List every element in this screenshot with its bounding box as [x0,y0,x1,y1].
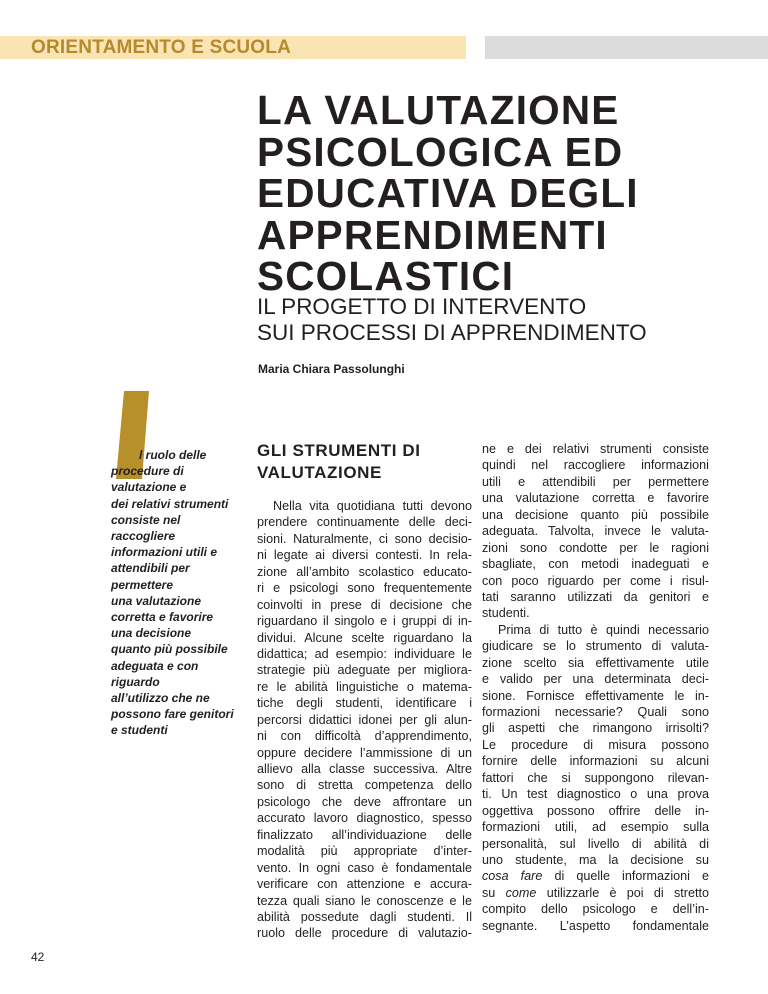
text-line: formazioni necessarie? Quali sono [482,705,709,719]
text-line: strategie più adeguate per migliora- [257,663,472,678]
subtitle-line: IL PROGETTO DI INTERVENTO [257,294,587,319]
text-line: uno studente, ma la decisione su [482,852,709,867]
text-line: oppure decidere l’ammissione di un [257,745,472,760]
section-label: ORIENTAMENTO E SCUOLA [31,37,292,58]
text-line: cosa fare di quelle informazioni e [482,869,709,884]
article-subtitle [257,294,647,346]
pull-quote-line: raccogliere [111,529,176,544]
pull-quote-line: e studenti [111,723,168,738]
text-line: formazioni utili, ad esempio sulla [482,820,709,835]
pull-quote-line: quanto più possibile [111,642,228,657]
text-line: utili e attendibili per permettere [482,474,709,489]
pull-quote-line: attendibili per [111,561,190,576]
text-line: ne e dei relativi strumenti consiste [482,442,709,456]
text-line: riguardano il singolo e i gruppi di in- [257,614,472,629]
text-line: abilità possedute dagli studenti. Il [257,909,472,924]
text-line: ruolo delle procedure di valutazio- [257,926,472,941]
text-line: modalità più appropriate d’inter- [257,844,472,859]
pull-quote-line: possono fare genitori [111,707,234,722]
text-line: giudicare se lo strumento di valuta- [482,639,709,654]
text-line: ni legate ai diversi contesti. In rela- [257,548,472,563]
text-line: personalità, sul livello di abilità di [482,836,709,851]
text-line: vento. In ogni caso è fondamentale [257,860,472,875]
text-line: zione scelto sia effettivamente utile [482,655,709,670]
text-line: su come utilizzarle è poi di stretto [482,885,709,900]
text-line: sioni. Naturalmente, ci sono decisio- [257,531,472,546]
text-line: tezza quali siano le conoscenze e le [257,893,472,908]
pull-quote-line: una valutazione [111,593,202,608]
text-line: tiche degli studenti, identificare i [257,696,472,711]
text-line: sbagliate, con metodi inadeguati e [482,557,709,572]
section-heading-line: VALUTAZIONE [257,463,382,482]
pull-quote-line: valutazione e [111,480,187,495]
text-line: dividui. Alcune scelte riguardano la [257,630,472,645]
text-line: zione all’ambito scolastico educato- [257,564,472,579]
text-line: verificare con attenzione e accura- [257,877,472,892]
pull-quote-line: permettere [111,577,174,592]
pull-quote-line: una decisione [111,626,192,641]
text-line: zioni sono condotte per le ragioni [482,540,709,555]
pull-quote [111,447,241,739]
text-line: accurato lavoro diagnostico, spesso [257,811,472,826]
text-line: compito dello psicologo e dell’in- [482,902,709,917]
subtitle-line: SUI PROCESSI DI APPRENDIMENTO [257,320,647,345]
text-line: percorsi didattici idonei per gli alun- [257,712,472,727]
body-column-1 [257,498,472,942]
section-heading-line: GLI STRUMENTI DI [257,441,421,460]
pull-quote-line: consiste nel [111,512,181,527]
text-line: con poco riguardo per come i risul- [482,573,709,588]
title-line: PSICOLOGICA ED [257,128,624,175]
text-line: ni con difficoltà d’apprendimento, [257,729,472,744]
text-line: gli aspetti che rimangono irrisolti? [482,721,709,736]
text-line: oggettiva possono offrire delle in- [482,803,709,818]
text-line: coinvolti in prese di decisione che [257,597,472,612]
text-line: ri e psicologi sono frequentemente [257,581,472,596]
text-line: adeguata. Talvolta, invece le valuta- [482,524,709,539]
text-line: Nella vita quotidiana tutti devono [273,499,472,513]
title-line: APPRENDIMENTI [257,211,608,258]
text-line: psicologo che deve affrontare un [257,794,472,809]
author: Maria Chiara Passolunghi [258,362,405,376]
text-line: fattori che si suppongono rilevan- [482,770,709,785]
pull-quote-line: adeguata e con [111,658,199,673]
text-line: allievo alla classe successiva. Altre [257,762,472,776]
text-line: sono di stretta competenza dello [257,778,472,793]
text-line: una decisione quanto più possibile [482,507,709,522]
text-line: finalizzato all’individuazione delle [257,827,472,842]
pull-quote-line: corretta e favorire [111,610,214,625]
article-title [257,87,727,299]
text-line: e valido per una determinata deci- [482,672,709,687]
pull-quote-line: riguardo [111,674,160,689]
grey-band [485,36,768,59]
text-line: Prima di tutto è quindi necessario [498,622,709,637]
title-line: SCOLASTICI [257,253,515,299]
section-heading [257,440,421,484]
text-line: re le abilità linguistiche o matema- [257,679,472,694]
title-line: EDUCATIVA DEGLI [257,170,639,216]
text-line: fornire delle informazioni su alcuni [482,754,709,769]
page-number: 42 [31,950,45,964]
text-line: didattica; ad esempio: individuare le [257,646,472,661]
title-line: LA VALUTAZIONE [257,87,620,133]
text-line: segnante. L’aspetto fondamentale [482,918,709,933]
text-line: quindi nel raccogliere informazioni [482,458,709,473]
text-line: sione. Fornisce effettivamente le in- [482,688,709,703]
text-line: prendere continuamente delle deci- [257,515,472,530]
text-line: una valutazione corretta e favorire [482,491,709,506]
pull-quote-line: dei relativi strumenti [111,496,229,511]
text-line: Le procedure di misura possono [482,737,709,752]
pull-quote-line: l ruolo delle [139,448,207,462]
text-line: ti. Un test diagnostico o una prova [482,787,709,802]
pull-quote-line: informazioni utili e [111,545,218,560]
pull-quote-line: procedure di [111,464,184,479]
body-column-2 [482,441,709,934]
pull-quote-line: all’utilizzo che ne [111,691,210,706]
text-line: tati saranno utilizzati da genitori e [482,589,709,604]
text-line: studenti. [482,606,530,621]
